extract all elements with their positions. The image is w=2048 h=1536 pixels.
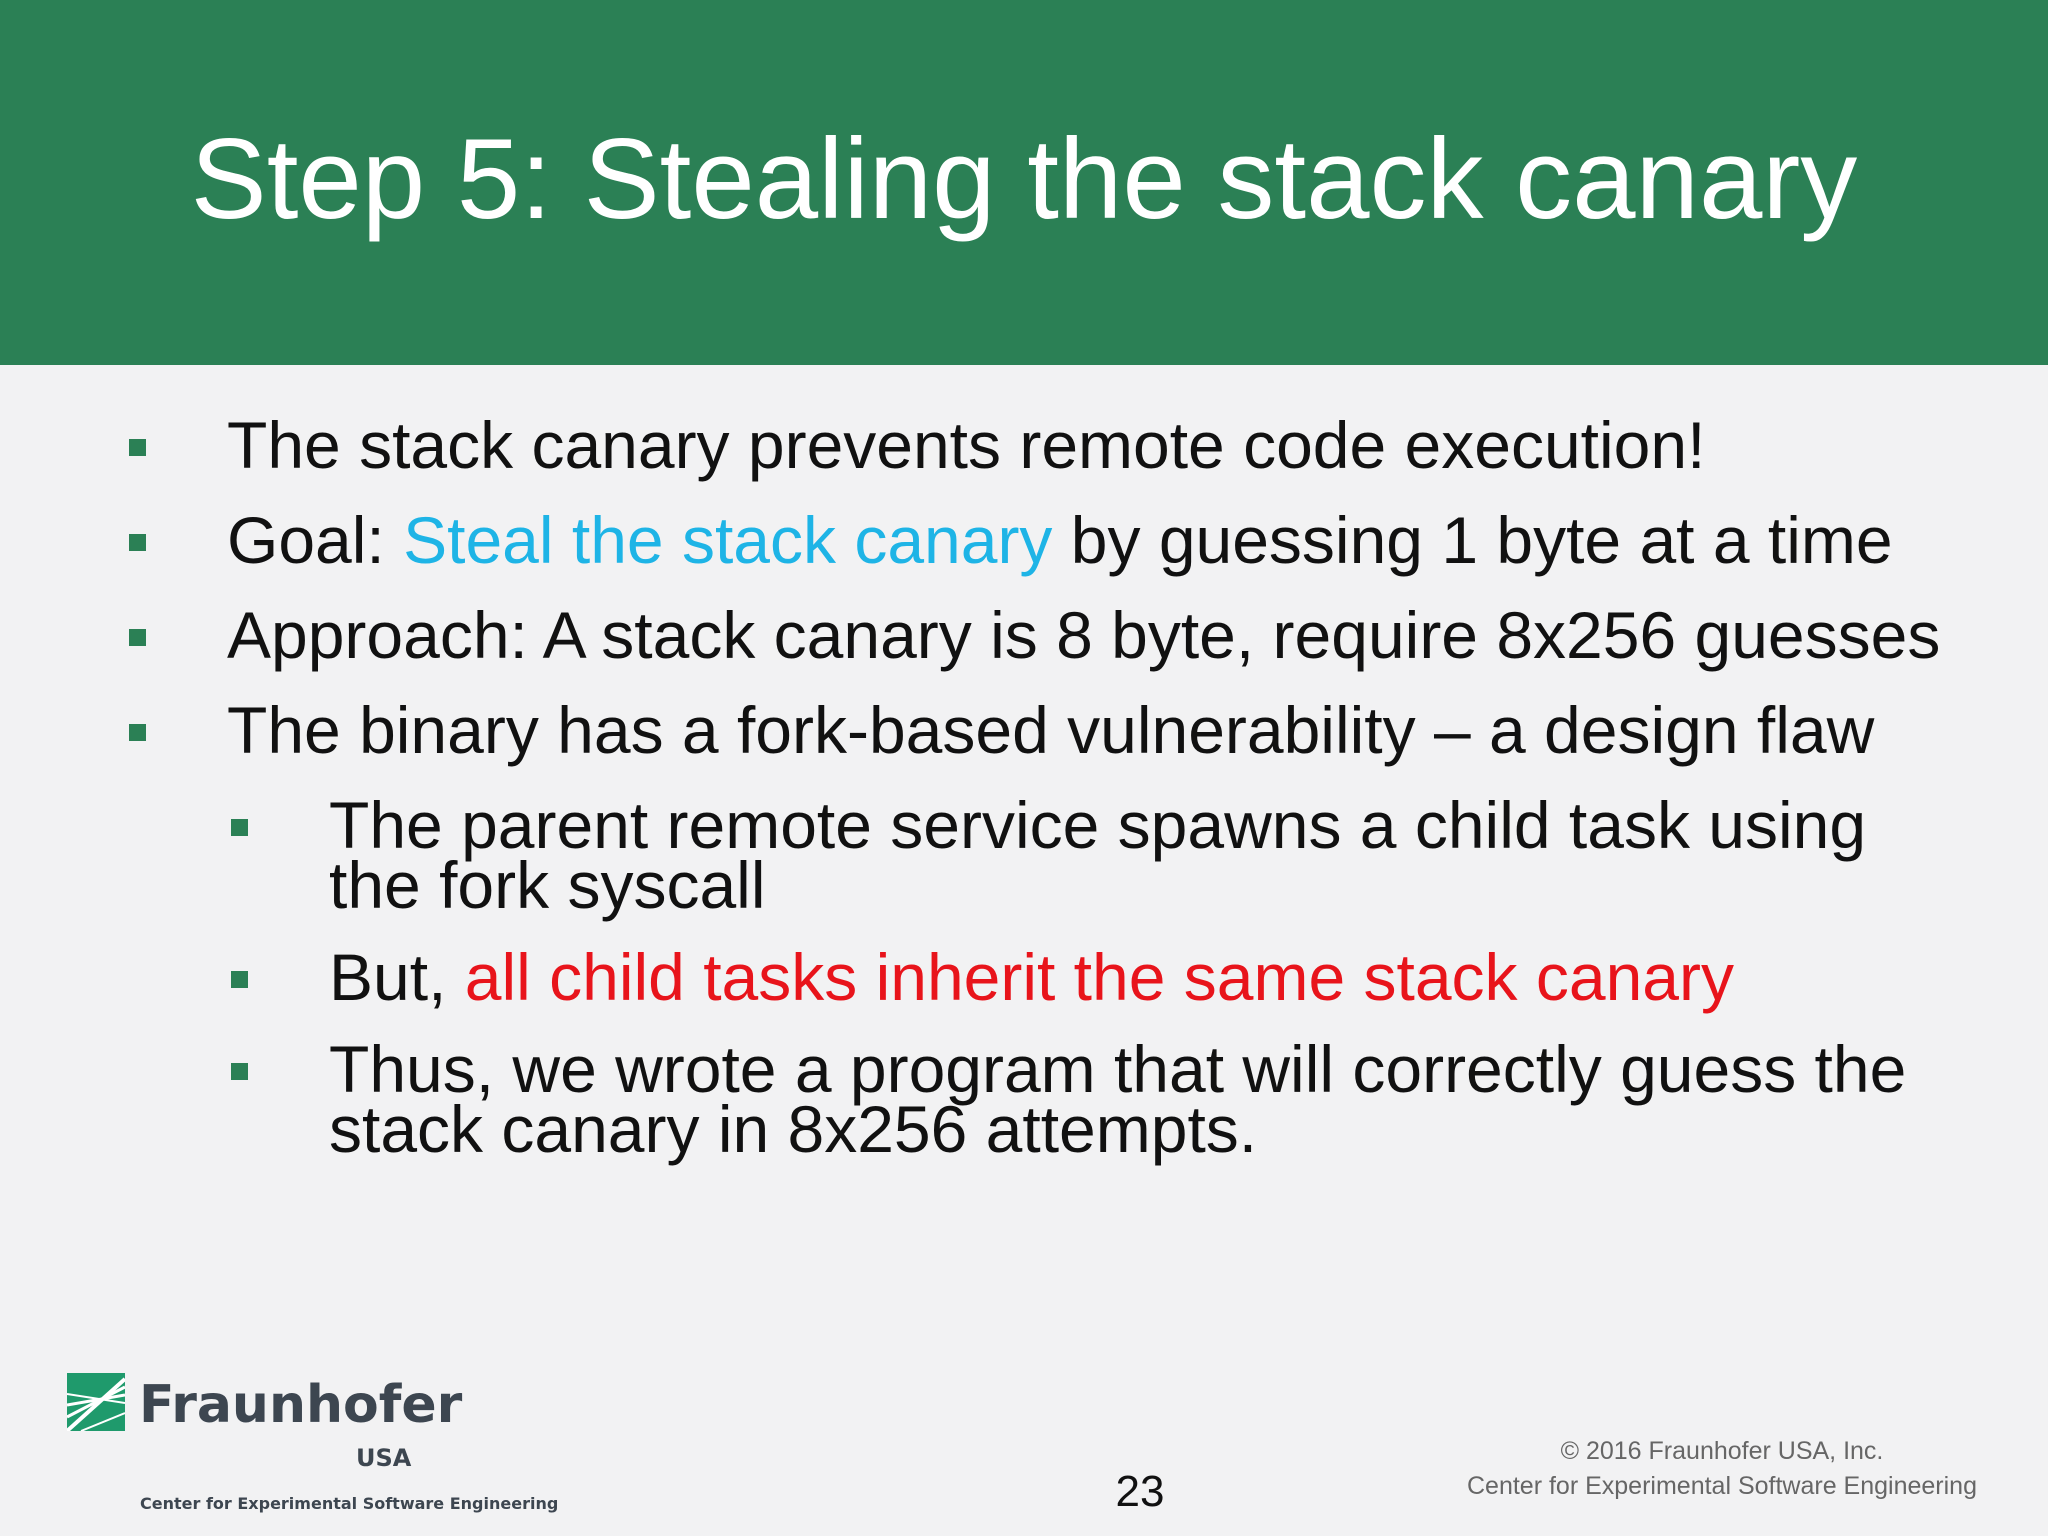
highlighted-warning: all child tasks inherit the same stack canary	[464, 940, 1734, 1014]
sub-bullet-text: Thus, we wrote a program that will correctly guess the stack canary in 8x256 attempts.	[329, 1032, 1907, 1166]
logo-department: Center for Experimental Software Engineering	[140, 1494, 559, 1513]
sub-bullet-text: The parent remote service spawns a child task using the fork syscall	[329, 788, 1867, 922]
copyright-footer	[1467, 1434, 1977, 1504]
fraunhofer-logo	[67, 1373, 559, 1533]
square-bullet-icon	[231, 971, 248, 988]
fraunhofer-logo-icon	[67, 1373, 125, 1431]
title-bar	[0, 0, 2048, 365]
bullet-text-suffix: by guessing 1 byte at a time	[1052, 503, 1893, 577]
bullet-text	[227, 503, 1977, 577]
bullet-text: The stack canary prevents remote code execution!	[227, 408, 1706, 482]
square-bullet-icon	[231, 1063, 248, 1080]
page-number: 23	[1115, 1467, 1165, 1516]
square-bullet-icon	[129, 724, 146, 741]
sub-bullet-text-prefix: But,	[329, 940, 465, 1014]
bullet-text: The binary has a fork-based vulnerability – a design flaw	[227, 693, 1875, 767]
sub-bullet-text	[329, 940, 1969, 1014]
square-bullet-icon	[129, 629, 146, 646]
organization-text: Center for Experimental Software Engineering	[1467, 1472, 1977, 1500]
bullet-text: Approach: A stack canary is 8 byte, require 8x256 guesses	[227, 598, 1941, 672]
copyright-text: © 2016 Fraunhofer USA, Inc.	[1560, 1437, 1884, 1465]
slide-title: Step 5: Stealing the stack canary	[190, 116, 1858, 243]
bullet-text-prefix: Goal:	[227, 503, 404, 577]
square-bullet-icon	[231, 819, 248, 836]
square-bullet-icon	[129, 439, 146, 456]
highlighted-goal: Steal the stack canary	[403, 503, 1053, 577]
logo-name: Fraunhofer	[139, 1375, 463, 1435]
square-bullet-icon	[129, 534, 146, 551]
logo-country: USA	[356, 1444, 412, 1472]
